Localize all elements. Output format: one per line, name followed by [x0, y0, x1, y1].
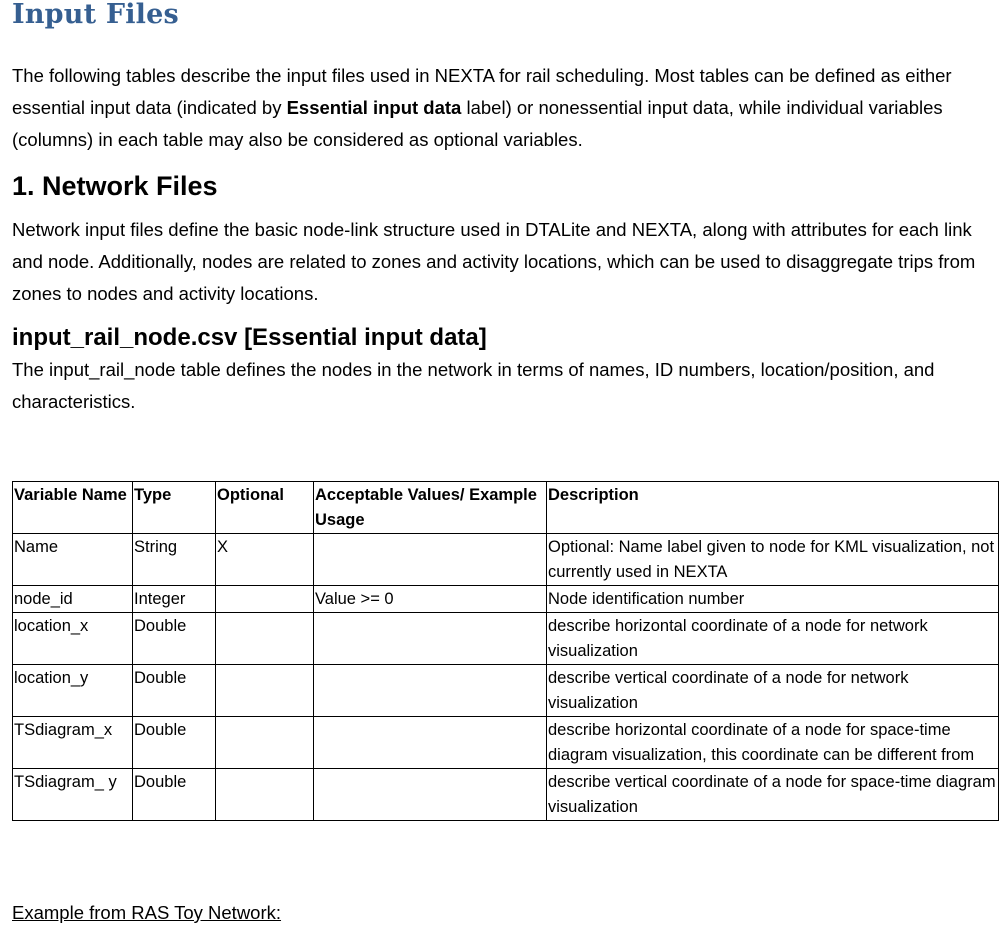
cell-description: Optional: Name label given to node for KML visualization, not currently used in NEXTA [547, 534, 999, 586]
cell-type: String [133, 534, 216, 586]
cell-optional [216, 586, 314, 613]
cell-acceptable-values [314, 717, 547, 769]
intro-text-after: label) or nonessential input data, while individual variables (columns) in each table may also be considered as optional variables. [12, 97, 943, 150]
node-file-description: The input_rail_node table defines the nodes in the network in terms of names, ID numbers, location/position, and characteristics. [12, 359, 935, 412]
intro-text-before: The following tables describe the input files used in NEXTA for rail scheduling. Most tables can be defined as either essential input data (indicated by [12, 65, 952, 118]
cell-optional: X [216, 534, 314, 586]
node-file-heading: input_rail_node.csv [Essential input data] [12, 324, 487, 351]
cell-description: describe vertical coordinate of a node for network visualization [547, 665, 999, 717]
cell-description: Node identification number [547, 586, 999, 613]
table-header-row [13, 482, 999, 534]
cell-acceptable-values [314, 769, 547, 821]
node-variables-table [12, 481, 999, 821]
cell-variable-name: TSdiagram_ y [13, 769, 133, 821]
header-acceptable-values: Acceptable Values/ Example Usage [314, 482, 547, 534]
table-row [13, 534, 999, 586]
cell-type: Integer [133, 586, 216, 613]
header-type: Type [133, 482, 216, 534]
cell-acceptable-values [314, 534, 547, 586]
cell-description: describe vertical coordinate of a node for space-time diagram visualization [547, 769, 999, 821]
cell-description: describe horizontal coordinate of a node for space-time diagram visualization, this coordinate can be different from [547, 717, 999, 769]
intro-paragraph [12, 60, 996, 156]
cell-variable-name: node_id [13, 586, 133, 613]
page-title: Input Files [12, 0, 179, 30]
header-variable-name: Variable Name [13, 482, 133, 534]
table-row [13, 769, 999, 821]
table-row [13, 586, 999, 613]
table-row [13, 613, 999, 665]
section-heading-network-files: 1. Network Files [12, 171, 218, 201]
cell-variable-name: location_x [13, 613, 133, 665]
cell-description: describe horizontal coordinate of a node for network visualization [547, 613, 999, 665]
cell-acceptable-values [314, 613, 547, 665]
cell-type: Double [133, 613, 216, 665]
cell-type: Double [133, 769, 216, 821]
header-description: Description [547, 482, 999, 534]
cell-variable-name: location_y [13, 665, 133, 717]
cell-variable-name: TSdiagram_x [13, 717, 133, 769]
cell-acceptable-values [314, 665, 547, 717]
cell-optional [216, 717, 314, 769]
cell-type: Double [133, 717, 216, 769]
intro-bold-label: Essential input data [286, 97, 462, 118]
header-optional: Optional [216, 482, 314, 534]
cell-variable-name: Name [13, 534, 133, 586]
network-files-paragraph: Network input files define the basic node-link structure used in DTALite and NEXTA, along with attributes for each link and node. Additionally, nodes are related to zones and activity locations, which can be used to disaggregate trips from zones to nodes and activity locations. [12, 219, 976, 304]
cell-optional [216, 665, 314, 717]
cell-optional [216, 613, 314, 665]
example-caption: Example from RAS Toy Network: [12, 902, 282, 923]
cell-acceptable-values: Value >= 0 [314, 586, 547, 613]
table-row [13, 717, 999, 769]
cell-type: Double [133, 665, 216, 717]
document-page [12, 0, 996, 923]
table-row [13, 665, 999, 717]
cell-optional [216, 769, 314, 821]
